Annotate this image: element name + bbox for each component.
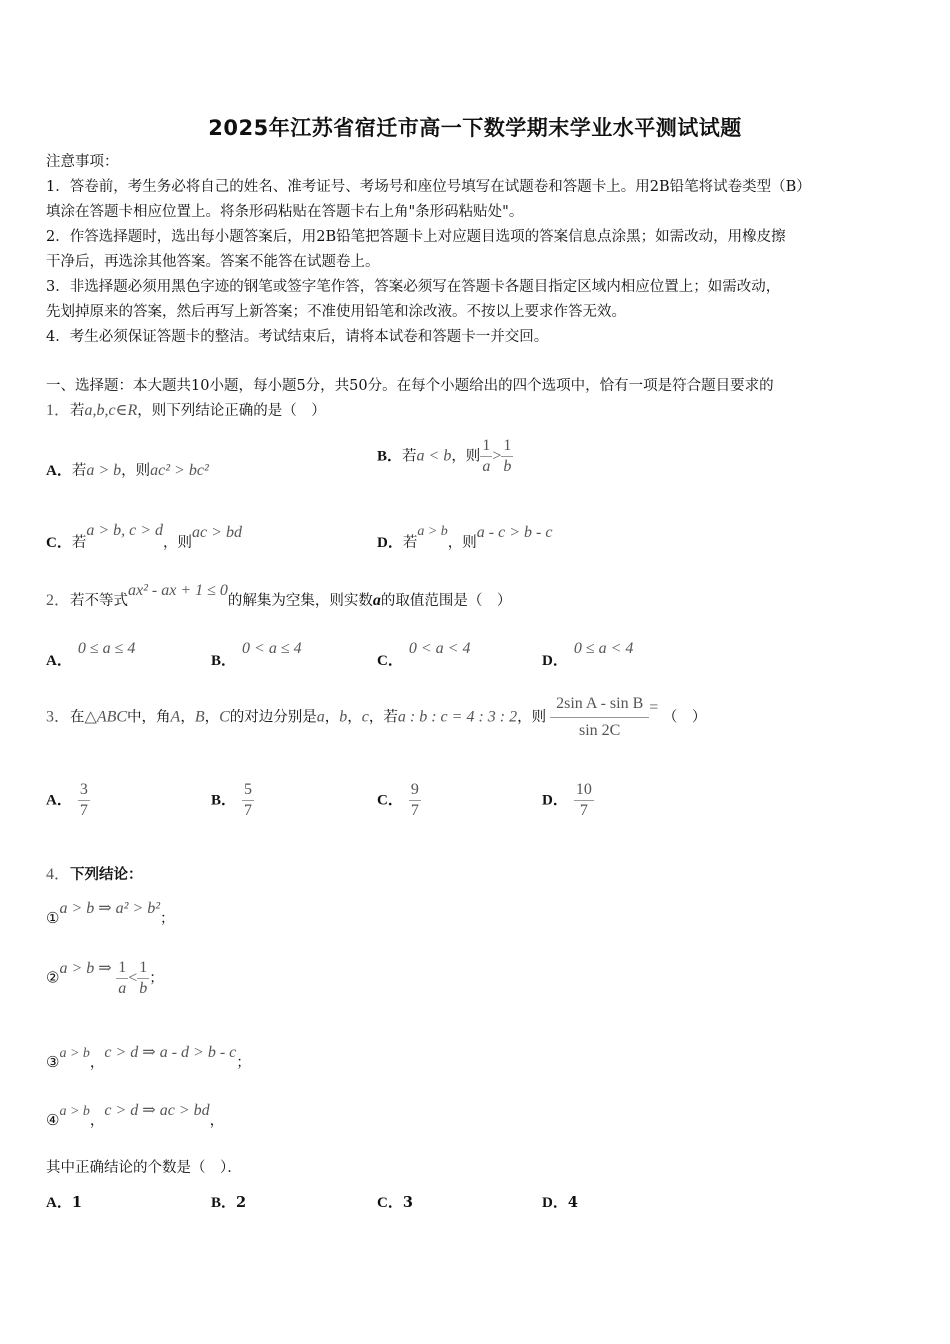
notes-line: 先划掉原来的答案，然后再写上新答案；不准使用铅笔和涂改液。不按以上要求作答无效。 (46, 304, 626, 320)
q2-option-a[interactable]: A．0 ≤ a ≤ 4 (46, 640, 136, 669)
q3-option-c[interactable]: C． $\frac{9}{7}$ (377, 781, 419, 819)
q2-option-b[interactable]: B．0 < a ≤ 4 (211, 640, 302, 669)
q4-option-b[interactable]: B．2 (211, 1194, 247, 1211)
page-title: 2025年江苏省宿迁市高一下数学期末学业水平测试试题 (208, 116, 742, 140)
q1-option-c[interactable]: C．若a > b, c > d，则ac > bd (46, 522, 242, 551)
notes-block (46, 150, 916, 350)
q3-option-b[interactable]: B． $\frac{5}{7}$ (211, 781, 253, 819)
fraction: $\frac{1}{a}$ (482, 437, 491, 475)
q4-ask: 其中正确结论的个数是（ ）． (46, 1160, 242, 1176)
q3-option-a[interactable]: A． $\frac{3}{7}$ (46, 781, 88, 819)
q4-statement-2: ②a > b ⇒ $\frac{1}{a}$ < $\frac{1}{b}$ ； (46, 959, 164, 997)
notes-line: 2．作答选择题时，选出每小题答案后，用2B铅笔把答题卡上对应题目选项的答案信息点涂黑；如需改动，用橡皮擦 (46, 229, 786, 245)
q2-option-d[interactable]: D．0 ≤ a < 4 (542, 640, 634, 669)
notes-heading: 注意事项： (46, 154, 119, 170)
q1-option-d[interactable]: D．若a > b，则a - c > b - c (377, 524, 553, 551)
section-heading: 一、选择题：本大题共10小题，每小题5分，共50分。在每个小题给出的四个选项中，恰有一项是符合题目要求的 (46, 378, 774, 394)
notes-line: 3．非选择题必须用黑色字迹的钢笔或签字笔作答，答案必须写在答题卡各题目指定区域内相应位置上；如需改动， (46, 279, 781, 295)
fraction: $\frac{\text{2sin A - sin B}}{\sin 2C}$ (550, 694, 649, 741)
q2-option-c[interactable]: C．0 < a < 4 (377, 640, 471, 669)
notes-line: 4．考生必须保证答题卡的整洁。考试结束后，请将本试卷和答题卡一并交回。 (46, 329, 549, 345)
notes-line: 填涂在答题卡相应位置上。将条形码粘贴在答题卡右上角"条形码粘贴处"。 (46, 204, 524, 220)
q3-option-d[interactable]: D． $\frac{10}{7}$ (542, 781, 592, 819)
q4-statement-1: ①a > b ⇒ a² > b²； (46, 900, 175, 927)
q1-option-b[interactable]: B．若a < b，则 $\frac{1}{a}$ > $\frac{1}{b}$ (377, 437, 512, 475)
notes-line: 1．答卷前，考生务必将自己的姓名、准考证号、考场号和座位号填写在试题卷和答题卡上。用2B铅笔将试卷类型（B） (46, 179, 811, 195)
q1-option-a[interactable]: A．若a > b，则ac² > bc² (46, 462, 209, 479)
q4-option-a[interactable]: A．1 (46, 1194, 82, 1211)
question-4-stem: 4．下列结论： (46, 866, 143, 883)
q4-option-d[interactable]: D．4 (542, 1194, 578, 1211)
notes-line: 干净后，再选涂其他答案。答案不能答在试题卷上。 (46, 254, 380, 270)
question-1-stem: 1．若a,b,c∈R，则下列结论正确的是（ ） (46, 402, 326, 419)
question-3-stem: 3．在△ABC中，角A，B，C的对边分别是a，b，c，若a : b : c = 4 : 3 : 2，则 $\frac{\text{2sin A - sin B}}{\sin 2C}$ = （ ） (46, 695, 707, 739)
q4-statement-4: ④a > b，c > d ⇒ ac > bd， (46, 1102, 225, 1129)
question-2-stem: 2．若不等式ax² - ax + 1 ≤ 0的解集为空集，则实数a的取值范围是（ ） (46, 582, 512, 609)
fraction: $\frac{1}{b}$ (503, 437, 512, 475)
q4-option-c[interactable]: C．3 (377, 1194, 413, 1211)
q4-statement-3: ③a > b，c > d ⇒ a - d > b - c； (46, 1044, 251, 1071)
